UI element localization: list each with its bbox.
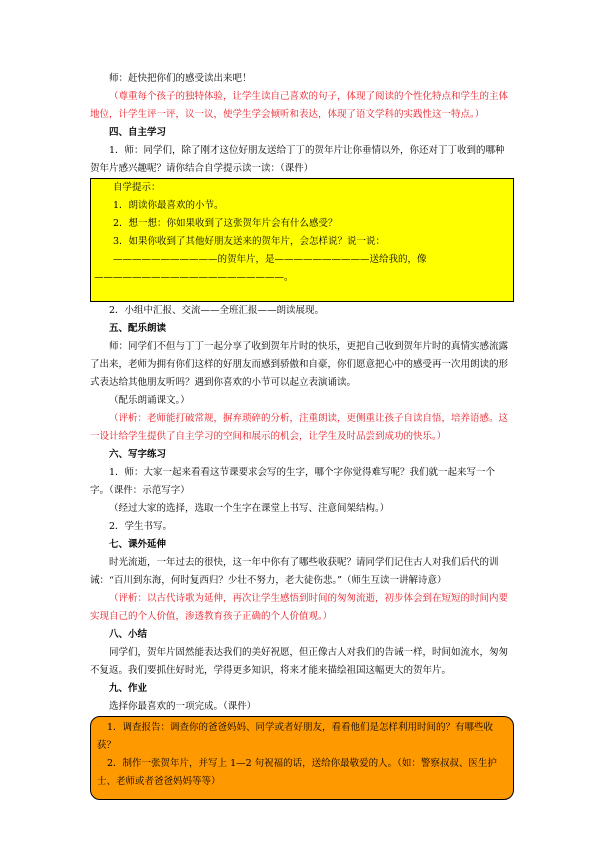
music-reading-comment: （评析：老师能打破常规，摒弃琐碎的分析，注重朗读，更侧重让孩子自读自悟，培养语感。这一设计给学生提供了自主学习的空间和展示的机会，让学生及时品尝到成功的快乐。） — [90, 413, 509, 442]
hint-fill-blank: ———————————的贺年片，是——————————送给我的，像————————————————————。 — [94, 254, 427, 283]
homework-item-2: 2．制作一张贺年片，并写上 1—2 句祝福的话，送给你最敬爱的人。（如：警察叔叔、医生护士、老师或者爸爸妈妈等等） — [97, 758, 497, 787]
homework-box — [90, 716, 514, 800]
homework-item-1: 1．调查报告：调查你的爸爸妈妈、同学或者好朋友，看看他们是怎样利用时间的？有哪些收获？ — [97, 722, 494, 751]
teacher-line: 师：赶快把你们的感受读出来吧！ — [109, 73, 252, 84]
group-report: 2．小组中汇报、交流——全班汇报——朗读展现。 — [109, 305, 325, 316]
heading-summary: 八、小结 — [109, 629, 148, 640]
writing-practice-note: （经过大家的选择，选取一个生字在课堂上书写、注意间架结构。） — [109, 503, 390, 514]
comment-open: （尊重每个孩子的独特体验， — [109, 91, 233, 102]
writing-practice-step2: 2．学生书写。 — [109, 521, 173, 532]
summary-para: 同学们，贺年片固然能表达我们的美好祝愿，但正像古人对我们的告诫一样，时间如流水，匆匆不复返。我们要抓住好时光，学得更多知识，将来才能来描绘祖国这幅更大的贺年片。 — [90, 647, 509, 676]
music-reading-para: 师：同学们不但与丁丁一起分享了收到贺年片时的快乐，更把自己收到贺年片时的真情实感流露了出来，老师为拥有你们这样的好朋友而感到骄傲和自豪，你们愿意把心中的感受再一次用朗读的形式表达给其他朋友听吗？遇到你喜欢的小节可以起立表演诵读。 — [90, 341, 509, 388]
extension-comment: （评析：以古代诗歌为延伸，再次让学生感悟到时间的匆匆流逝，初步体会到在短短的时间内要实现自己的个人价值，渗透教育孩子正确的个人价值观。） — [90, 593, 509, 622]
heading-extension: 七、课外延伸 — [109, 539, 167, 550]
heading-writing-practice: 六、写字练习 — [109, 449, 167, 460]
self-study-intro: 1．师：同学们，除了刚才这位好朋友送给丁丁的贺年片让你垂情以外，你还对丁丁收到的哪种贺年片感兴趣呢？请你结合自学提示读一读：（课件） — [90, 145, 505, 174]
extension-para: 时光流逝，一年过去的很快，这一年中你有了哪些收获呢？请同学们记住古人对我们后代的训诫：“百川到东海，何时复西归？少壮不努力，老大徒伤悲。”（师生互读一讲解诗意） — [90, 557, 499, 586]
comment-body: 让学生读自己喜欢的句子，体现了阅读的个性化特点和学生的主体地位，计学生评一评，议一议，使学生学会倾听和表达，体现了语文学科的实践性这一特点。） — [90, 91, 509, 120]
heading-music-reading: 五、配乐朗读 — [109, 323, 167, 334]
document-page — [90, 70, 514, 800]
hint-item-3: 3．如果你收到了其他好朋友送来的贺年片，会怎样说？说一说： — [113, 236, 386, 247]
self-study-hint-box — [90, 178, 514, 302]
comment-respect — [90, 88, 514, 124]
heading-homework: 九、作业 — [109, 683, 148, 694]
hint-item-2: 2．想一想：你如果收到了这张贺年片会有什么感受？ — [113, 218, 338, 229]
hint-title: 自学提示： — [113, 182, 161, 193]
hint-item-1: 1．朗读你最喜欢的小节。 — [113, 200, 224, 211]
music-reading-note: （配乐朗诵课文。） — [109, 395, 190, 406]
writing-practice-para: 1．师：大家一起来看看这节课要求会写的生字，哪个字你觉得难写呢？我们就一起来写一个字。（课件：示范写字） — [90, 467, 496, 496]
homework-intro: 选择你最喜欢的一项完成。（课件） — [109, 701, 257, 712]
heading-self-study: 四、自主学习 — [109, 127, 167, 138]
